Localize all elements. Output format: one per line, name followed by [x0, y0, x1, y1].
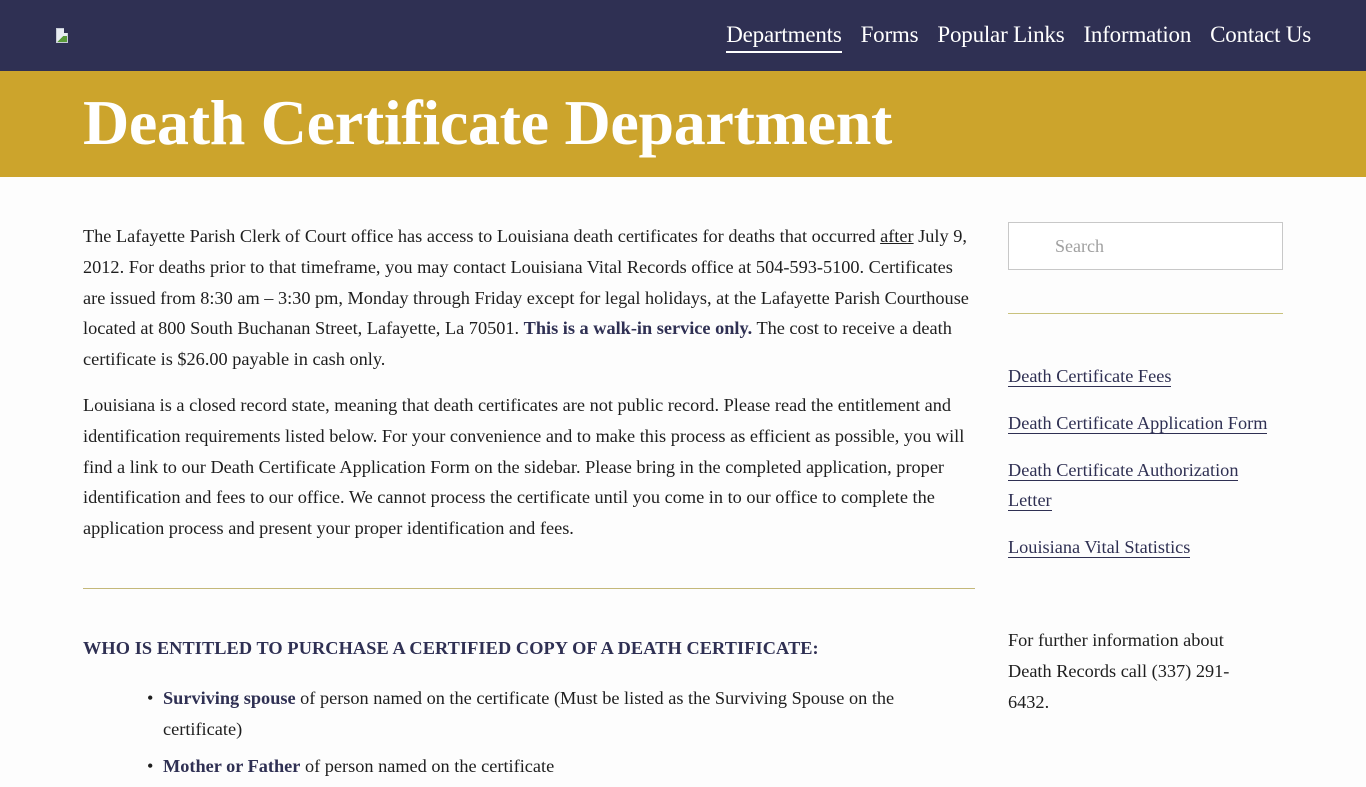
site-logo[interactable]	[55, 28, 71, 44]
closed-record-paragraph: Louisiana is a closed record state, meaning that death certificates are not public record. Please read the entitlement and identification requirements listed below. For your convenience and to make this process as efficient as possible, you will find a link to our Death Certificate Application Form on the sidebar. Please bring in the completed application, proper identification and fees to our office. We cannot process the certificate until you come in to our office to complete the application process and present your proper identification and fees.	[83, 394, 965, 539]
death-records-contact-info: For further information about Death Records call (337) 291-6432.	[1008, 629, 1230, 712]
intro-paragraph	[83, 221, 976, 375]
list-item-text: of person named on the certificate (Must be listed as the Surviving Spouse on the certificate)	[163, 687, 895, 739]
broken-image-icon-fold	[64, 28, 69, 33]
intro-text-1: The Lafayette Parish Clerk of Court office has access to Louisiana death certificates for deaths that occurred	[83, 226, 881, 246]
list-item-bold: Surviving spouse	[163, 687, 296, 708]
entitled-section-title: WHO IS ENTITLED TO PURCHASE A CERTIFIED COPY OF A DEATH CERTIFICATE:	[83, 637, 819, 658]
nav-contact-us[interactable]: Contact Us	[1210, 22, 1311, 47]
nav-information[interactable]: Information	[1083, 22, 1192, 47]
list-item-text: of person named on the certificate	[300, 755, 555, 776]
list-item	[147, 683, 976, 745]
intro-text-2: July 9, 2012. For deaths prior to that timeframe, you may contact Louisiana Vital Records office at 504-593-5100. Certificates are issued from 8:30 am – 3:30 pm, Monday through Friday except for legal holidays, at the Lafayette Parish Courthouse located at 800 South Buchanan Street, Lafayette, La 70501.	[83, 226, 969, 339]
content-divider	[83, 588, 975, 589]
link-death-certificate-fees[interactable]: Death Certificate Fees	[1008, 366, 1172, 386]
entitled-list	[83, 683, 976, 781]
page-title: Death Certificate Department	[83, 87, 893, 158]
broken-image-icon-detail	[57, 36, 67, 42]
main-nav	[726, 20, 1311, 53]
nav-popular-links[interactable]: Popular Links	[937, 22, 1065, 47]
search-input[interactable]	[1008, 222, 1283, 270]
top-navigation-bar	[0, 0, 1366, 71]
list-item	[147, 751, 976, 782]
nav-forms[interactable]: Forms	[860, 22, 919, 47]
sidebar-links	[1008, 361, 1283, 563]
list-item-bold: Mother or Father	[163, 755, 301, 776]
intro-underlined-after: after	[880, 226, 914, 246]
link-louisiana-vital-statistics[interactable]: Louisiana Vital Statistics	[1008, 537, 1191, 558]
intro-text-3: The cost to receive a death certificate is $26.00 payable in cash only.	[83, 318, 952, 370]
main-content	[83, 221, 976, 787]
sidebar	[1008, 222, 1283, 717]
link-death-certificate-application-form[interactable]: Death Certificate Application Form	[1008, 412, 1268, 433]
page-hero-banner	[0, 71, 1366, 177]
sidebar-divider	[1008, 313, 1283, 314]
nav-departments[interactable]: Departments	[726, 20, 841, 53]
link-death-certificate-authorization-letter[interactable]: Death Certificate Authorization Letter	[1008, 459, 1239, 511]
walk-in-notice: This is a walk-in service only.	[523, 318, 753, 339]
